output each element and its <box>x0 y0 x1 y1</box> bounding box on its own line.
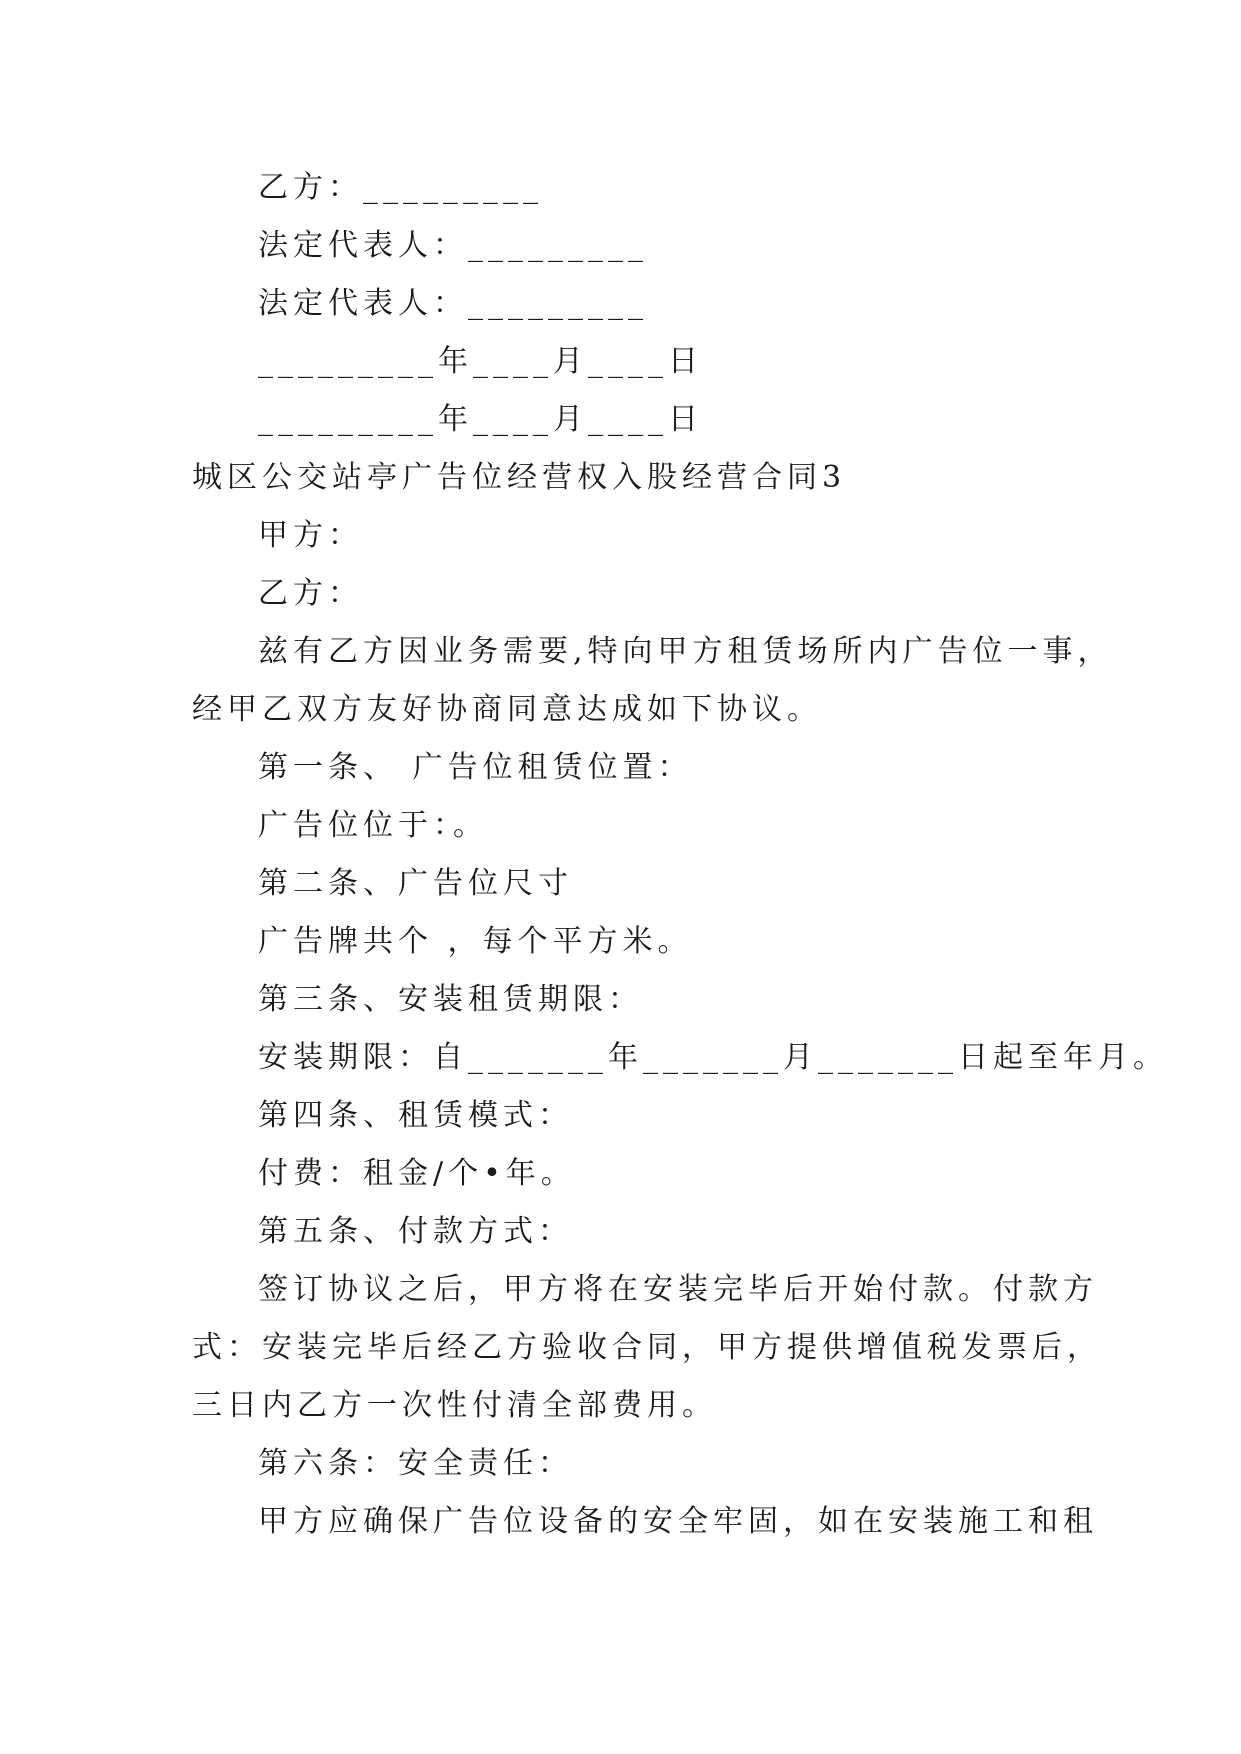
article-4-heading: 第四条、租赁模式： <box>258 1098 573 1133</box>
article-3-heading: 第三条、安装租赁期限： <box>258 982 643 1017</box>
article-3-body: 安装期限：自_______年_______月_______日起至年月。 <box>258 1040 1168 1075</box>
article-6-body-line-1: 甲方应确保广告位设备的安全牢固，如在安装施工和租 <box>258 1504 1098 1539</box>
article-1-heading: 第一条、 广告位租赁位置： <box>258 750 693 785</box>
party-a-line: 甲方： <box>258 518 363 553</box>
article-5-body-line-1: 签订协议之后，甲方将在安装完毕后开始付款。付款方 <box>258 1272 1098 1307</box>
article-5-body-line-2: 式：安装完毕后经乙方验收合同，甲方提供增值税发票后， <box>192 1330 1102 1365</box>
article-2-heading: 第二条、广告位尺寸 <box>258 866 573 901</box>
date-line-2: _________年____月____日 <box>258 402 703 437</box>
legal-rep-line-1: 法定代表人：_________ <box>258 228 648 263</box>
date-line-1: _________年____月____日 <box>258 344 703 379</box>
article-6-heading: 第六条：安全责任： <box>258 1446 573 1481</box>
party-b-signature-line: 乙方：_________ <box>258 170 543 205</box>
article-4-body: 付费：租金/个•年。 <box>258 1156 576 1191</box>
contract-title: 城区公交站亭广告位经营权入股经营合同3 <box>192 460 847 495</box>
preamble-line-1: 兹有乙方因业务需要,特向甲方租赁场所内广告位一事， <box>258 634 1113 669</box>
article-5-heading: 第五条、付款方式： <box>258 1214 573 1249</box>
party-b-line: 乙方： <box>258 576 363 611</box>
legal-rep-line-2: 法定代表人：_________ <box>258 286 648 321</box>
preamble-line-2: 经甲乙双方友好协商同意达成如下协议。 <box>192 692 822 727</box>
article-1-body: 广告位位于：。 <box>258 808 488 843</box>
article-5-body-line-3: 三日内乙方一次性付清全部费用。 <box>192 1388 717 1423</box>
article-2-body: 广告牌共个 ，每个平方米。 <box>258 924 693 959</box>
